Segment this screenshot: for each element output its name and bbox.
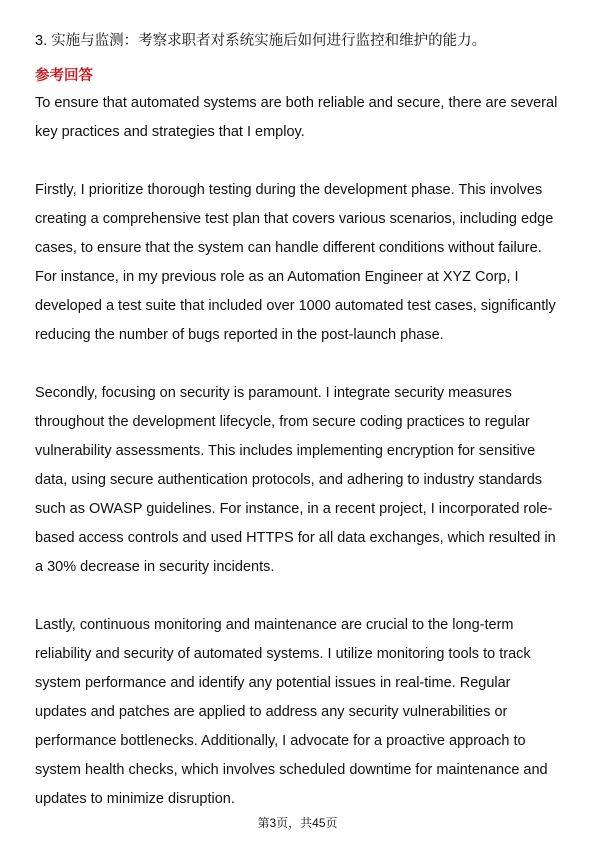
answer-body [35,89,560,814]
answer-paragraph-monitoring: Lastly, continuous monitoring and maintenance are crucial to the long-term reliability and security of automated systems. I utilize monitoring tools to track system performance and identify any potential issues in real-time. Regular updates and patches are applied to address any security vulnerabilities or performance bottlenecks. Additionally, I advocate for a proactive approach to system health checks, which involves scheduled downtime for maintenance and updates to minimize disruption. [35,617,548,807]
answer-paragraph-testing: Firstly, I prioritize thorough testing during the development phase. This involves creating a comprehensive test plan that covers various scenarios, including edge cases, to ensure that the system can handle different conditions without failure. For instance, in my previous role as an Automation Engineer at XYZ Corp, I developed a test suite that included over 1000 automated test cases, significantly reducing the number of bugs reported in the post-launch phase. [35,182,556,343]
answer-paragraph-security: Secondly, focusing on security is paramount. I integrate security measures throughout the development lifecycle, from secure coding practices to regular vulnerability assessments. This includes implementing encryption for sensitive data, using secure authentication protocols, and adhering to industry standards such as OWASP guidelines. For instance, in a recent project, I incorporated role-based access controls and used HTTPS for all data exchanges, which resulted in a 30% decrease in security incidents. [35,385,556,575]
reference-answer-label: 参考回答 [35,68,93,84]
answer-paragraph-intro: To ensure that automated systems are both reliable and secure, there are several key practices and strategies that I employ. [35,95,558,140]
page-number: 第3页，共45页 [257,816,338,830]
question-heading: 3. 实施与监测：考察求职者对系统实施后如何进行监控和维护的能力。 [35,33,487,49]
